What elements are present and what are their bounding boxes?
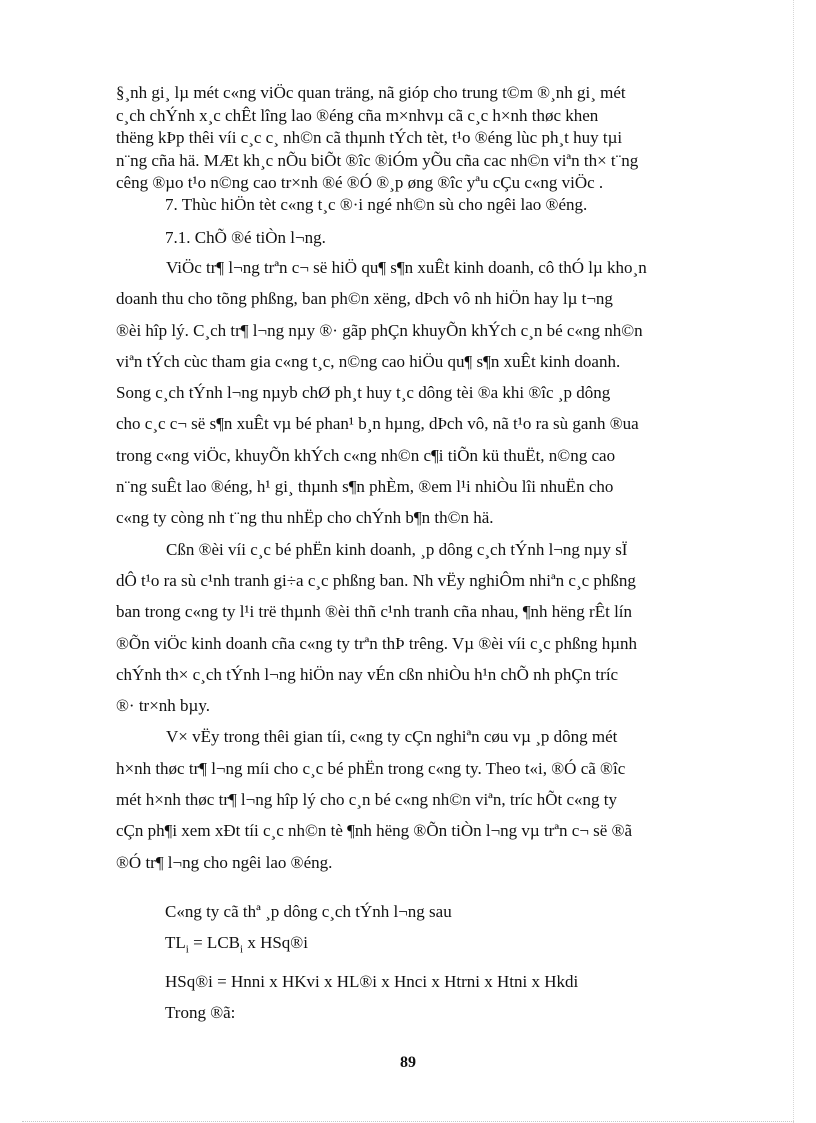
text-line: ®èi hîp lý. C¸ch tr¶ l¬ng nµy ®· gãp phÇn khuyÕn khÝch c¸n bé c«ng nh©n	[116, 320, 643, 340]
text-line: cêng ®µo t¹o n©ng cao tr×nh ®é ®Ó ®¸p øng ®îc yªu cÇu c«ng viÖc .	[116, 173, 604, 192]
formula-coefficient: HSq®i = Hnni x HKvi x HL®i x Hnci x Htrni x Htni x Hkdi	[165, 971, 579, 991]
text-line: n¨ng suÊt lao ®éng, h¹ gi¸ thµnh s¶n phÈm, ®em l¹i nhiÒu lîi nhuËn cho	[116, 477, 614, 497]
paragraph	[116, 534, 719, 722]
text-line: ®Õn viÖc kinh doanh cña c«ng ty trªn thÞ trêng. Vµ ®èi víi c¸c phßng hµnh	[116, 633, 637, 653]
text-line: doanh thu cho tõng phßng, ban ph©n xëng, dÞch vô nh hiÖn hay lµ t¬ng	[116, 289, 613, 309]
text-line: §¸nh gi¸ lµ mét c«ng viÖc quan träng, nã gióp cho trung t©m ®¸nh gi¸ mét	[116, 83, 626, 102]
formula-subscript: i	[240, 943, 244, 956]
text-line: n¨ng cña hä. MÆt kh¸c nÕu biÕt ®îc ®iÓm yÕu cña cac nh©n viªn th× t¨ng	[116, 150, 639, 170]
text-line: ViÖc tr¶ l¬ng trªn c¬ së hiÖ qu¶ s¶n xuÊt kinh doanh, cô thÓ lµ kho¸n	[166, 258, 647, 277]
formula-salary	[165, 927, 578, 966]
bottom-border	[22, 1121, 794, 1122]
trong-do-label: Trong ®ã:	[165, 1003, 236, 1023]
formula-part: = LCB	[188, 933, 240, 953]
text-line: dÔ t¹o ra sù c¹nh tranh gi÷a c¸c phßng ban. Nh vËy nghiÔm nhiªn c¸c phßng	[116, 570, 636, 590]
text-line: thëng kÞp thêi víi c¸c c¸ nh©n cã thµnh tÝch tèt, t¹o ®éng lùc ph¸t huy tµi	[116, 128, 623, 147]
formula-intro: C«ng ty cã thª ¸p dông c¸ch tÝnh l¬ng sau	[165, 902, 452, 921]
section-heading-7-1: 7.1. ChÕ ®é tiÒn l¬ng.	[165, 228, 326, 247]
text-line: c«ng ty còng nh t¨ng thu nhËp cho chÝnh b¶n th©n hä.	[116, 508, 494, 528]
formula-section	[165, 896, 578, 1029]
formula-part: TL	[165, 933, 186, 953]
text-line: Song c¸ch tÝnh l¬ng nµyb chØ ph¸t huy t¸c dông tèi ®a khi ®îc ¸p dông	[116, 383, 611, 403]
text-line: Cßn ®èi víi c¸c bé phËn kinh doanh, ¸p dông c¸ch tÝnh l¬ng nµy sÏ	[166, 539, 628, 559]
text-line: chÝnh th× c¸ch tÝnh l¬ng hiÖn nay vÉn cßn nhiÒu h¹n chÕ nh phÇn tríc	[116, 664, 619, 684]
formula-subscript: i	[185, 943, 189, 956]
text-line: ®Ó tr¶ l¬ng cho ngêi lao ®éng.	[116, 852, 333, 872]
page-number: 89	[400, 1054, 416, 1071]
paragraph	[116, 721, 719, 877]
text-line: ®· tr×nh bµy.	[116, 696, 210, 716]
text-line: cÇn ph¶i xem xÐt tíi c¸c nh©n tè ¶nh hëng ®Õn tiÒn l¬ng vµ trªn c¬ së ®ã	[116, 821, 633, 841]
formula-part: x HSq®i	[243, 933, 308, 953]
text-line: cho c¸c c¬ së s¶n xuÊt vµ bé phan¹ b¸n hµng, dÞch vô, nã t¹o ra sù ganh ®ua	[116, 414, 639, 434]
text-line: V× vËy trong thêi gian tíi, c«ng ty cÇn nghiªn cøu vµ ¸p dông mét	[166, 727, 618, 747]
text-line: viªn tÝch cùc tham gia c«ng t¸c, n©ng cao hiÖu qu¶ s¶n xuÊt kinh doanh.	[116, 351, 621, 371]
section-heading-7: 7. Thùc hiÖn tèt c«ng t¸c ®·i ngé nh©n sù cho ngêi lao ®éng.	[165, 195, 588, 214]
text-line: ban trong c«ng ty l¹i trë thµnh ®èi thñ c¹nh tranh cña nhau, ¶nh hëng rÊt lín	[116, 602, 633, 622]
text-line: mét h×nh thøc tr¶ l¬ng hîp lý cho c¸n bé c«ng nh©n viªn, tríc hÕt c«ng ty	[116, 790, 618, 810]
intro-paragraph	[116, 82, 716, 195]
paragraph	[116, 252, 719, 534]
text-line: c¸ch chÝnh x¸c chÊt lîng lao ®éng cña m×nhvµ cã c¸c h×nh thøc khen	[116, 105, 599, 125]
text-line: trong c«ng viÖc, khuyÕn khÝch c«ng nh©n c¶i tiÕn kü thuËt, n©ng cao	[116, 445, 616, 465]
body-text	[116, 252, 719, 878]
right-border	[793, 0, 794, 1123]
text-line: h×nh thøc tr¶ l¬ng míi cho c¸c bé phËn trong c«ng ty. Theo t«i, ®Ó cã ®îc	[116, 758, 626, 778]
